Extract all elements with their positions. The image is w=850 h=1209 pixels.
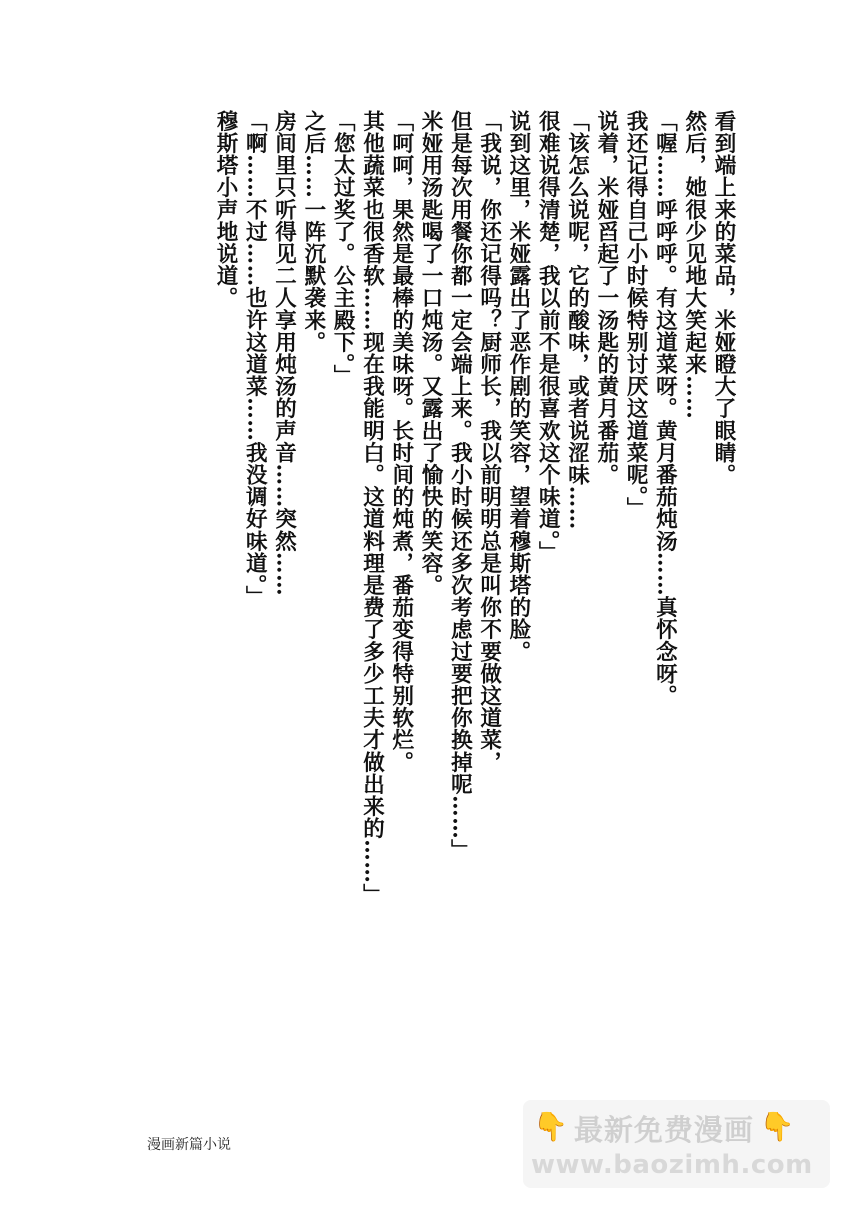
text-line: 「喔……呼呼呼。有这道菜呀。黄月番茄炖汤……真怀念呀。 (652, 110, 678, 707)
text-line: 「您太过奖了。公主殿下。」 (330, 110, 356, 387)
text-line: 看到端上来的菜品，米娅瞪大了眼睛。 (711, 110, 736, 486)
watermark-title: 最新免费漫画 (573, 1112, 754, 1147)
pointing-hand-icon: 👇 (759, 1112, 795, 1143)
pointing-hand-icon: 👇 (533, 1112, 568, 1143)
text-line: 很难说得清楚，我以前不是很喜欢这个味道。」 (535, 110, 561, 564)
text-line: 「呵呵，果然是最棒的美味呀。长时间的炖煮，番茄变得特别软烂。 (388, 110, 414, 773)
text-line: 但是每次用餐你都一定会端上来。我小时候还多次考虑过要把你换掉呢……」 (447, 110, 473, 862)
text-line: 说到这里，米娅露出了恶作剧的笑容，望着穆斯塔的脸。 (505, 110, 531, 663)
text-line: 我还记得自己小时候特别讨厌这道菜呢。」 (623, 110, 649, 520)
text-line: 「啊……不过……也许这道菜……我没调好味道。」 (242, 110, 268, 608)
text-line: 「该怎么说呢，它的酸味，或者说涩味…… (564, 110, 590, 530)
text-line: 「我说，你还记得吗？厨师长，我以前明明总是叫你不要做这道菜， (476, 110, 502, 773)
footer-caption: 漫画新篇小说 (147, 1137, 231, 1153)
vertical-text-body (211, 110, 738, 906)
text-line: 其他蔬菜也很香软……现在我能明白。这道料理是费了多少工夫才做出来的……」 (359, 110, 385, 906)
text-line: 房间里只听得见二人享用炖汤的声音……突然…… (271, 110, 297, 597)
text-line: 然后，她很少见地大笑起来…… (681, 110, 707, 420)
watermark (523, 1100, 830, 1188)
text-line: 米娅用汤匙喝了一口炖汤。又露出了愉快的笑容。 (418, 110, 444, 597)
watermark-title-row (533, 1108, 795, 1148)
text-line: 之后……一阵沉默袭来。 (300, 110, 326, 354)
text-line: 说着，米娅舀起了一汤匙的黄月番茄。 (593, 110, 619, 486)
watermark-url: www.baozimh.com (531, 1150, 813, 1180)
text-line: 穆斯塔小声地说道。 (212, 110, 238, 309)
